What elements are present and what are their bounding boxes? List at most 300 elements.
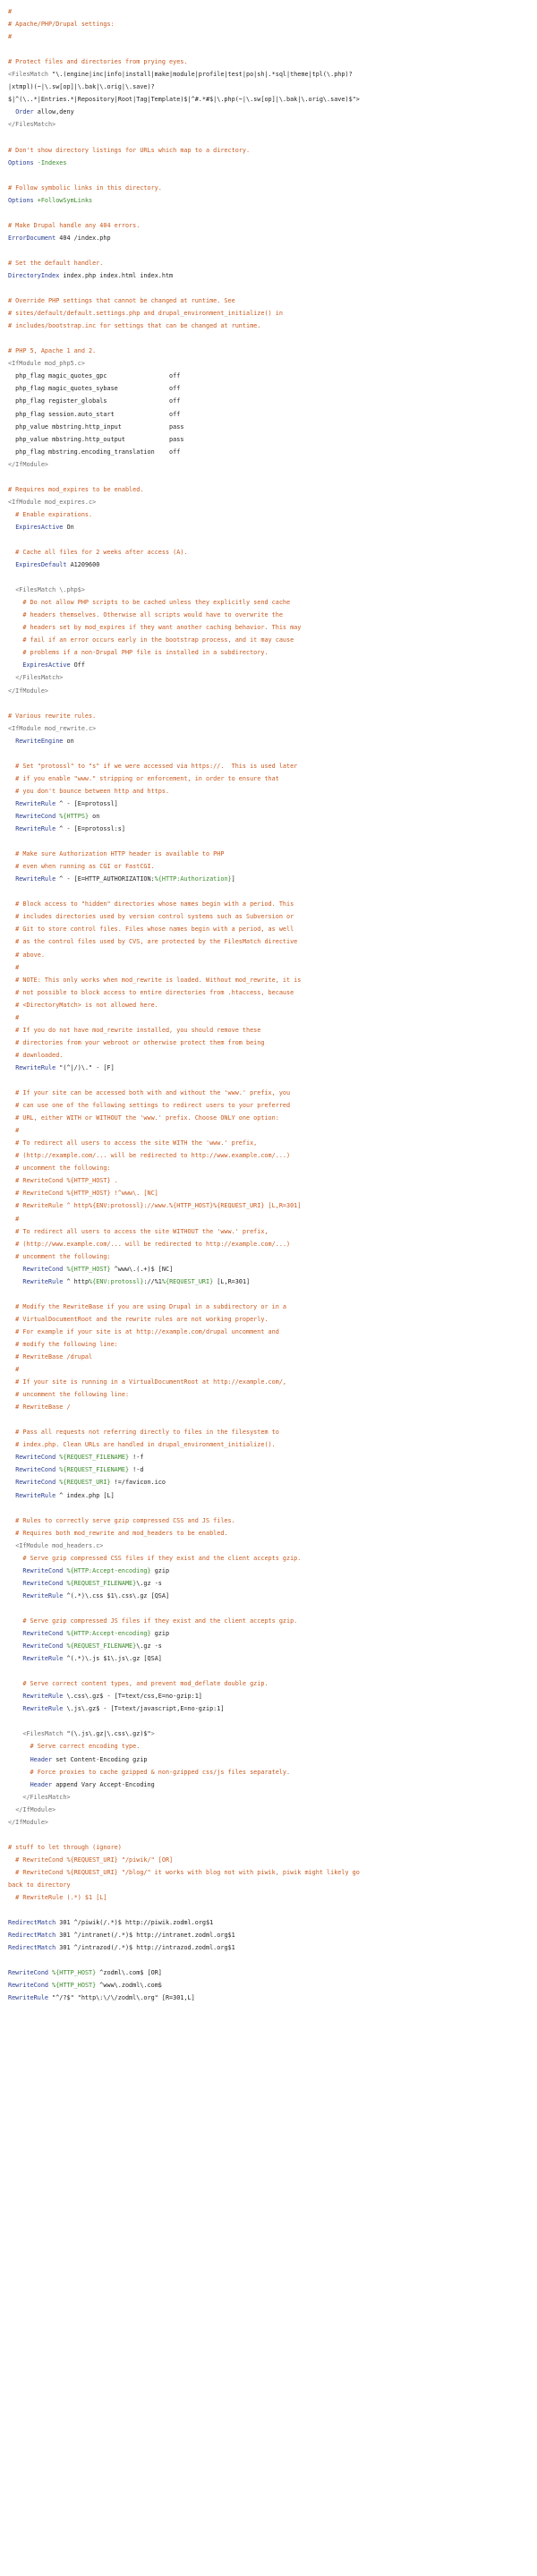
code-line [8,810,529,823]
code-line [8,1225,529,1238]
code-token-comment: # headers themselves. Otherwise all scripts would have to overwrite the [8,611,283,619]
code-token-comment: # Modify the RewriteBase if you are using Drupal in a subdirectory or in a [8,1302,286,1310]
code-token-directive: ErrorDocument [8,234,56,242]
code-token-comment: # Git to store control files. Files whose names begin with a period, as well [8,925,294,934]
code-token-value: |xtmpl)(~|\.sw[op]|\.bak|\.orig|\.save)? [8,83,155,91]
code-token-directive: ExpiresDefault [15,561,67,569]
code-token-directive: RewriteCond [22,1265,64,1273]
code-token-value [8,1266,22,1273]
code-line [8,1149,529,1162]
code-token-value: php_flag mbstring.encoding_translation off [8,448,181,456]
code-token-value: php_value mbstring.http_input pass [8,422,184,431]
code-line [8,1463,529,1476]
code-token-tag: > [150,1730,155,1738]
code-token-comment: # RewriteBase /drupal [8,1353,93,1361]
code-line [8,1891,529,1904]
code-token-tag: </IfModule> [8,460,49,468]
code-token-value [8,875,15,883]
code-token-directive: RedirectMatch [8,1919,56,1927]
code-token-comment: # includes/bootstrap.inc for settings that can be changed at runtime. [8,322,261,330]
code-line [8,1854,529,1866]
code-token-highlight: %{REQUEST_FILENAME} [66,1579,137,1587]
code-token-directive: Header [30,1780,53,1788]
code-line [8,169,529,182]
code-line [8,1829,529,1841]
code-token-value: \.gz -s [136,1579,162,1587]
code-token-value: "(\.js\.gz|\.css\.gz)$" [66,1730,151,1738]
code-line [8,18,529,30]
code-line [8,483,529,496]
code-token-value: !-f [129,1454,144,1462]
code-line [8,1301,529,1313]
code-line [8,1879,529,1891]
code-token-highlight: %{HTTP_HOST} [52,1969,97,1977]
code-token-value [8,1630,22,1637]
code-token-value: ^www\.zodml\.com$ [96,1982,162,1990]
code-line [8,798,529,810]
code-line [8,1351,529,1363]
code-token-value [8,1794,22,1801]
code-token-value: ^(.*)\.css $1\.css\.gz [QSA] [63,1591,170,1599]
code-line [8,1966,529,1979]
code-token-value: "(^|/)\." - [F] [55,1063,115,1071]
code-token-comment: back to directory [8,1881,71,1889]
code-line [8,1049,529,1062]
code-line [8,157,529,169]
code-line [8,232,529,244]
code-token-value [8,1756,30,1763]
code-line [8,1099,529,1112]
code-line [8,219,529,232]
code-token-value: ^ - [E=HTTP_AUTHORIZATION: [55,875,155,883]
code-token-tag: <FilesMatch \.php$> [15,586,85,594]
code-token-comment: # problems if a non-Drupal PHP file is installed in a subdirectory. [8,649,268,657]
code-line [8,584,529,596]
code-token-comment: # Serve gzip compressed JS files if they exist and the client accepts gzip. [8,1617,298,1625]
code-line [8,1087,529,1099]
code-token-directive: RewriteRule [8,1994,49,2002]
code-token-directive: RewriteEngine [15,737,64,745]
code-token-comment: # For example if your site is at http://example.com/drupal uncomment and [8,1327,279,1335]
code-line [8,961,529,974]
code-token-value: \.css\.gz$ - [T=text/css,E=no-gzip:1] [63,1693,202,1701]
code-token-comment: # index.php. Clean URLs are handled in drupal_environment_initialize(). [8,1441,276,1449]
code-token-value [8,108,15,115]
code-token-value [8,561,15,568]
code-token-value: set Content-Encoding gzip [52,1755,148,1763]
code-token-comment: # downloaded. [8,1051,64,1059]
code-token-comment: # <DirectoryMatch> is not allowed here. [8,1001,158,1009]
code-token-value: ^ - [E=protossl] [55,799,118,807]
code-token-comment: # RewriteCond %{REQUEST_URI} "/piwik/" [OR] [8,1855,174,1864]
code-line [8,1992,529,2004]
code-token-highlight: %{REQUEST_URI} [161,1277,214,1285]
code-token-directive: Order [15,108,34,116]
code-line [8,546,529,559]
code-token-tag: <FilesMatch [22,1730,67,1738]
code-token-value: \.gz -s [136,1642,162,1651]
code-line [8,207,529,219]
code-line [8,1162,529,1174]
code-token-value [8,1466,15,1473]
code-token-value: 301 ^/intranet(/.*)$ http://intranet.zodml.org$1 [55,1932,235,1940]
code-line [8,835,529,848]
code-line [8,1338,529,1351]
code-token-value: !-d [129,1466,144,1474]
code-line [8,30,529,43]
code-token-highlight: %{HTTP_HOST} [52,1982,97,1990]
code-line [8,949,529,961]
code-token-comment: # uncomment the following: [8,1164,111,1173]
code-line [8,873,529,885]
code-token-comment: # Requires both mod_rewrite and mod_headers to be enabled. [8,1529,228,1537]
code-line [8,1313,529,1326]
code-token-value: php_flag session.auto_start off [8,410,181,418]
code-token-highlight: %{ENV:protossl} [89,1277,144,1285]
code-token-directive: RedirectMatch [8,1944,56,1952]
code-token-value [8,738,15,745]
code-token-highlight: %{REQUEST_FILENAME} [59,1454,130,1462]
code-line [8,43,529,55]
code-token-value: php_flag register_globals off [8,397,181,405]
code-line [8,1577,529,1590]
code-line [8,609,529,621]
code-line [8,735,529,747]
code-line [8,1288,529,1301]
code-line [8,55,529,68]
code-token-value: append Vary Accept-Encoding [52,1780,155,1788]
code-line [8,244,529,257]
code-token-comment: # RewriteCond %{HTTP_HOST} !^www\. [NC] [8,1190,158,1198]
code-line [8,1904,529,1916]
code-line [8,697,529,710]
code-token-comment: # fail if an error occurs early in the bootstrap process, and it may cause [8,636,294,644]
code-token-value [8,1278,22,1285]
code-token-value: index.php index.html index.htm [59,271,174,279]
code-token-comment: # To redirect all users to access the site WITHOUT the 'www.' prefix, [8,1227,268,1235]
code-token-comment: # URL, either WITH or WITHOUT the 'www.' prefix. Choose ONLY one option: [8,1114,279,1122]
code-line [8,269,529,282]
code-token-directive: Options [8,196,34,204]
code-token-directive: DirectoryIndex [8,271,60,279]
code-token-comment: # Apache/PHP/Drupal settings: [8,21,115,29]
code-line [8,1527,529,1540]
code-token-directive: RewriteCond [22,1642,64,1651]
code-token-comment: # NOTE: This only works when mod_rewrite is loaded. Without mod_rewrite, it is [8,976,302,984]
code-line [8,1590,529,1602]
code-line [8,860,529,873]
code-line [8,1388,529,1401]
code-line [8,1552,529,1565]
code-token-highlight: %{HTTP:Accept-encoding} [66,1566,151,1574]
code-token-highlight: %{HTTP:Accept-encoding} [66,1630,151,1638]
code-line [8,923,529,935]
code-line [8,659,529,671]
code-token-directive: RewriteRule [22,1655,64,1663]
code-line [8,1640,529,1652]
code-line [8,710,529,722]
code-line [8,1929,529,1941]
code-token-value: php_value mbstring.http_output pass [8,435,184,443]
code-token-directive: RewriteCond [8,1982,49,1990]
code-token-value [8,813,15,820]
code-token-value [8,1580,22,1587]
code-token-highlight: %{HTTPS} [59,813,90,820]
code-token-value [8,674,15,681]
code-token-value: ^ index.php [L] [55,1491,115,1499]
code-line [8,1816,529,1829]
code-line [8,1665,529,1677]
code-token-value: On [63,523,74,531]
code-line [8,1866,529,1879]
code-token-value [8,1806,15,1813]
code-token-directive: RewriteCond [22,1566,64,1574]
code-line [8,1174,529,1187]
code-line [8,106,529,118]
code-token-comment: # Pass all requests not referring directly to files in the filesystem to [8,1429,279,1437]
code-token-comment: # Serve gzip compressed CSS files if they exist and the client accepts gzip. [8,1554,302,1562]
code-token-highlight: +FollowSymLinks [37,196,93,204]
code-token-comment: # If your site is running in a VirtualDocumentRoot at http://example.com/, [8,1378,286,1386]
code-token-value [8,1592,22,1599]
code-line [8,772,529,785]
code-token-value: on [89,813,100,820]
code-token-value: 301 ^/intrazod(/.*)$ http://intrazod.zodml.org$1 [55,1944,235,1952]
code-token-value: ^(.*)\.js $1\.js\.gz [QSA] [63,1655,162,1663]
code-line [8,521,529,533]
code-line [8,1791,529,1804]
code-token-value: ^ - [E=protossl:s] [55,825,125,833]
code-token-comment: # [8,1013,20,1021]
code-token-comment: # uncomment the following line: [8,1391,130,1399]
code-token-tag: <FilesMatch [8,71,53,79]
code-token-comment: # RewriteRule (.*) $1 [L] [8,1894,107,1902]
code-token-value: php_flag magic_quotes_gpc off [8,372,181,380]
code-line [8,471,529,483]
code-token-directive: RewriteRule [15,875,56,883]
code-token-tag: </FilesMatch> [15,674,64,682]
code-token-comment: # Make Drupal handle any 404 errors. [8,221,141,229]
code-token-comment: # (http://www.example.com/... will be redirected to http://example.com/...) [8,1240,291,1248]
code-line [8,621,529,634]
code-line [8,1476,529,1488]
code-token-value: Off [70,661,85,670]
code-line [8,93,529,106]
code-token-value: php_flag magic_quotes_sybase off [8,385,181,393]
code-token-comment: # (http://example.com/... will be redirected to http://www.example.com/...) [8,1152,291,1160]
code-token-comment: # Serve correct encoding type. [8,1743,141,1751]
code-token-value: 301 ^/piwik(/.*)$ http://piwik.zodml.org$1 [55,1919,214,1927]
code-token-directive: ExpiresActive [22,661,71,670]
code-line [8,370,529,382]
code-line [8,785,529,798]
code-token-directive: Options [8,158,34,166]
code-token-directive: RewriteRule [15,799,56,807]
code-line [8,747,529,760]
code-line [8,1916,529,1929]
code-line [8,1841,529,1854]
code-line [8,722,529,735]
code-token-tag: </IfModule> [8,1818,49,1826]
code-token-comment: # Don't show directory listings for URLs which map to a directory. [8,146,251,154]
code-line [8,1715,529,1727]
code-line [8,357,529,370]
code-token-directive: RewriteRule [15,1063,56,1071]
code-line [8,1263,529,1275]
code-line [8,307,529,320]
code-line [8,1250,529,1263]
code-line [8,1540,529,1552]
code-token-tag: <IfModule mod_headers.c> [15,1541,104,1549]
code-token-value: "^/?$" "http\:\/\/zodml\.org" [R=301,L] [48,1994,195,2002]
code-token-comment: # uncomment the following: [8,1252,111,1260]
code-line [8,885,529,898]
code-line [8,1036,529,1049]
code-line [8,68,529,81]
code-token-comment: # If you do not have mod_rewrite installed, you should remove these [8,1026,261,1034]
code-line [8,131,529,143]
code-token-value: [L,R=301] [213,1277,251,1285]
code-token-comment: # [8,1215,20,1223]
code-token-directive: Header [30,1755,53,1763]
code-token-comment: # RewriteBase / [8,1403,71,1412]
code-line [8,1979,529,1992]
code-line [8,320,529,332]
code-token-comment: # Make sure Authorization HTTP header is available to PHP [8,850,225,858]
code-token-directive: RewriteCond [15,1466,56,1474]
code-line [8,1426,529,1438]
code-token-comment: # PHP 5, Apache 1 and 2. [8,347,97,355]
code-token-value [8,1705,22,1712]
code-token-value [8,1492,15,1499]
code-token-comment: # Cache all files for 2 weeks after access (A). [8,549,188,557]
code-line [8,1326,529,1338]
code-token-comment: # [8,1127,20,1135]
code-line [8,144,529,157]
code-line [8,1677,529,1690]
code-token-comment: # [8,963,20,971]
code-line [8,1514,529,1527]
code-line [8,1941,529,1954]
code-token-value [8,1781,30,1788]
code-line [8,646,529,659]
code-line [8,182,529,194]
code-token-directive: RewriteRule [22,1277,64,1285]
code-line [8,1778,529,1791]
code-line [8,571,529,584]
code-token-directive: RewriteRule [22,1693,64,1701]
code-line [8,395,529,407]
code-token-tag: <IfModule mod_php5.c> [8,360,85,368]
code-line [8,1062,529,1074]
code-line [8,508,529,521]
code-line [8,1489,529,1502]
code-line [8,1438,529,1451]
code-line [8,1199,529,1212]
code-token-comment: # VirtualDocumentRoot and the rewrite rules are not working properly. [8,1315,268,1323]
code-line [8,1766,529,1778]
code-line [8,910,529,923]
code-token-value [8,1454,15,1461]
code-token-value [8,1693,22,1700]
code-line [8,671,529,684]
code-token-comment: # Protect files and directories from prying eyes. [8,58,188,66]
code-line [8,1074,529,1087]
code-line [8,1954,529,1966]
code-token-value: gzip [150,1566,170,1574]
code-line [8,1740,529,1753]
code-token-directive: RewriteCond [15,813,56,820]
code-line [8,986,529,999]
code-token-comment: # Serve correct content types, and prevent mod_deflate double gzip. [8,1680,268,1688]
code-token-comment: # modify the following line: [8,1340,118,1348]
code-line [8,1615,529,1627]
code-line [8,848,529,860]
code-token-value: 404 /index.php [55,234,111,242]
code-token-comment: # headers set by mod_expires if they want another caching behavior. This may [8,624,302,632]
code-token-value [8,586,15,593]
code-line [8,935,529,948]
code-token-value: \.js\.gz$ - [T=text/javascript,E=no-gzip:1] [63,1705,225,1713]
code-token-value [8,1542,15,1549]
code-line [8,1413,529,1426]
code-token-value: ://%1 [143,1277,162,1285]
code-token-value: "\.(engine|inc|info|install|make|module|profile|test|po|sh|.*sql|theme|tpl(\.php)? [52,71,353,79]
code-token-directive: RewriteCond [8,1969,49,1977]
code-token-comment: # Various rewrite rules. [8,712,97,720]
code-token-comment: # Set the default handler. [8,259,104,267]
code-line [8,1011,529,1024]
code-token-value: !=/favicon.ico [110,1479,166,1487]
code-line [8,1363,529,1376]
code-token-value [8,661,22,669]
code-line [8,421,529,433]
code-line [8,1652,529,1665]
code-token-comment: # RewriteCond %{HTTP_HOST} . [8,1177,118,1185]
code-token-directive: RedirectMatch [8,1932,56,1940]
code-token-comment: # includes directories used by version control systems such as Subversion or [8,913,294,921]
code-token-value [8,800,15,807]
code-line [8,433,529,446]
code-line [8,559,529,571]
code-line [8,1112,529,1124]
code-line [8,1565,529,1577]
code-line [8,974,529,986]
code-token-tag: <IfModule mod_rewrite.c> [8,724,97,732]
code-line [8,1124,529,1137]
code-token-value: allow,deny [33,108,74,116]
code-line [8,446,529,458]
code-line [8,1275,529,1288]
code-token-comment: # Override PHP settings that cannot be changed at runtime. See [8,297,235,305]
code-token-value: ^www\.(.+)$ [NC] [110,1265,174,1273]
code-token-highlight: %{HTTP_HOST} [66,1265,111,1273]
code-token-comment: # sites/default/default.settings.php and drupal_environment_initialize() in [8,310,283,318]
code-line [8,294,529,307]
code-line [8,1753,529,1766]
code-token-comment: # [8,8,13,15]
code-line [8,345,529,357]
code-line [8,1702,529,1715]
code-line [8,257,529,269]
code-line [8,1602,529,1615]
code-line [8,1213,529,1225]
code-token-comment: # Force proxies to cache gzipped & non-gzipped css/js files separately. [8,1768,291,1776]
code-token-directive: RewriteCond [15,1479,56,1487]
code-token-directive: RewriteCond [22,1579,64,1587]
code-line [8,5,529,18]
code-token-directive: RewriteRule [22,1591,64,1599]
